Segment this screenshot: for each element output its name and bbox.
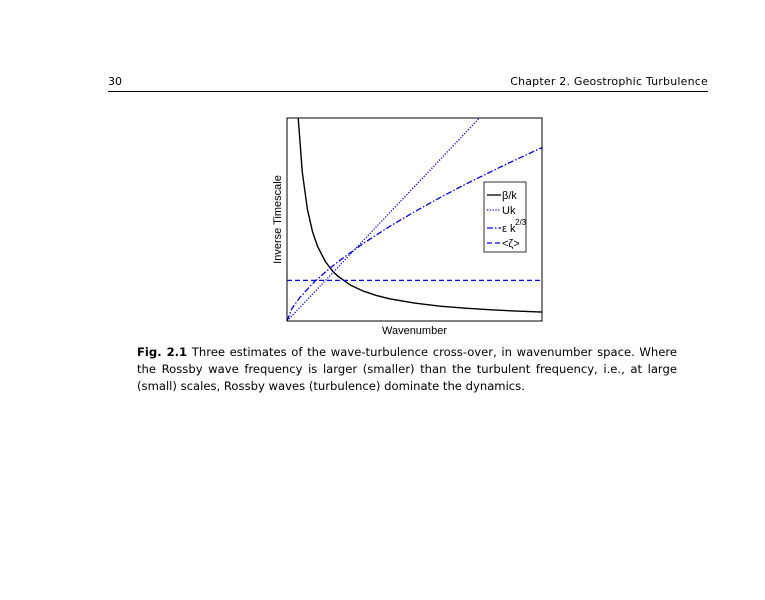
legend [484,182,527,252]
legend-label-epsilon: ε k [502,223,516,235]
y-axis-label: Inverse Timescale [272,175,284,264]
figure-plot [265,110,565,335]
figure-label: Fig. 2.1 [137,345,188,359]
series-line-1 [287,118,480,321]
figure-caption [137,344,677,395]
legend-label-epsilon-exponent: 2/3 [515,218,527,227]
caption-text: Three estimates of the wave-turbulence cross-over, in wavenumber space. Where the Rossby wave frequency is larger (smaller) than the turbulent frequency, i.e., at large (small) scales, Rossby waves (turbulence) dominate the dynamics. [137,345,677,393]
legend-label-beta: β/k [502,190,517,202]
page-header [108,73,708,92]
running-title: Chapter 2. Geostrophic Turbulence [510,75,708,88]
legend-label-uk: Uk [502,205,516,217]
page-number: 30 [108,75,122,88]
x-axis-label: Wavenumber [381,325,448,335]
legend-label-zeta: <ζ> [502,238,520,250]
